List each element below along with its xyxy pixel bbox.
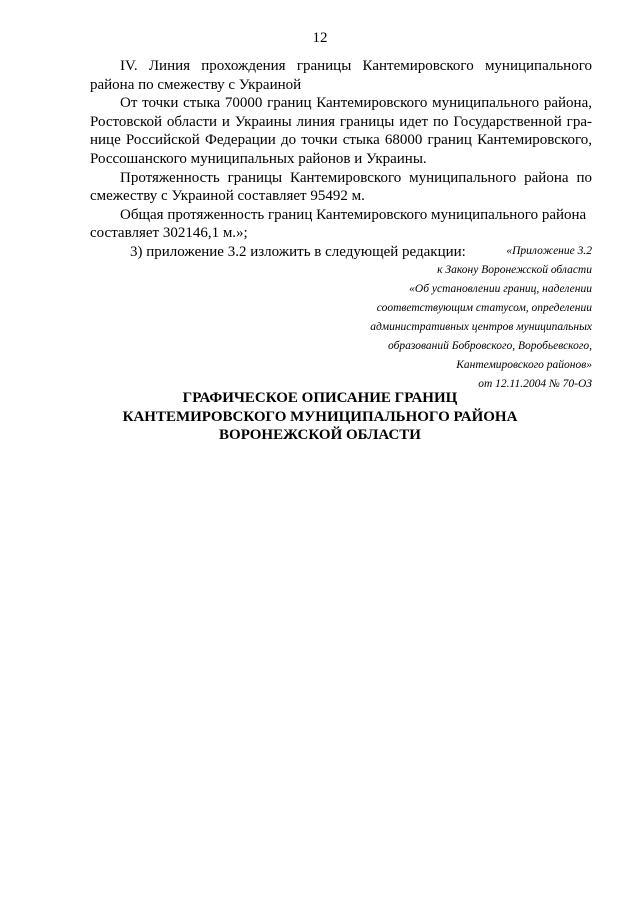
heading-line: ГРАФИЧЕСКОЕ ОПИСАНИЕ ГРАНИЦ: [182, 390, 458, 406]
appendix-reference: [300, 242, 592, 394]
heading-line: ВОРОНЕЖСКОЙ ОБЛАСТИ: [219, 427, 421, 443]
heading-line: КАНТЕМИРОВСКОГО МУНИЦИПАЛЬНОГО РАЙОНА: [122, 408, 518, 425]
appendix-line: соответствующим статусом, определении: [376, 302, 592, 314]
paragraph-section-title: IV. Линия прохождения границы Кантемировского муниципального района по смежеству с Украиной: [90, 58, 592, 93]
appendix-line: образований Бобровского, Воробьевского,: [388, 340, 592, 352]
page-number: 12: [312, 30, 328, 46]
appendix-line: от 12.11.2004 № 70-ОЗ: [478, 378, 592, 390]
paragraph-boundary-length: Протяженность границы Кантемировского муниципального района по смежеству с Украиной составляет 95492 м.: [90, 169, 592, 205]
paragraph-boundary-route: От точки стыка 70000 границ Кантемировского муниципального района, Ростовской области и Украины линия границы идет по Государственной границе Российской Федерации до точки стыка 68000 границ Кантемировского, Россошанского муниципальных районов и Украины.: [90, 95, 592, 167]
document-body: [90, 57, 592, 262]
appendix-line: Кантемировского районов»: [456, 359, 592, 371]
appendix-line: «Приложение 3.2: [506, 245, 592, 257]
appendix-line: административных центров муниципальных: [370, 321, 592, 333]
paragraph-total-length: Общая протяженность границ Кантемировского муниципального района составляет 302146,1 м.»;: [90, 206, 587, 242]
document-heading: [0, 389, 640, 445]
appendix-line: «Об установлении границ, наделении: [409, 283, 592, 295]
appendix-line: к Закону Воронежской области: [437, 264, 592, 276]
paragraph-amendment: 3) приложение 3.2 изложить в следующей редакции:: [130, 243, 466, 260]
